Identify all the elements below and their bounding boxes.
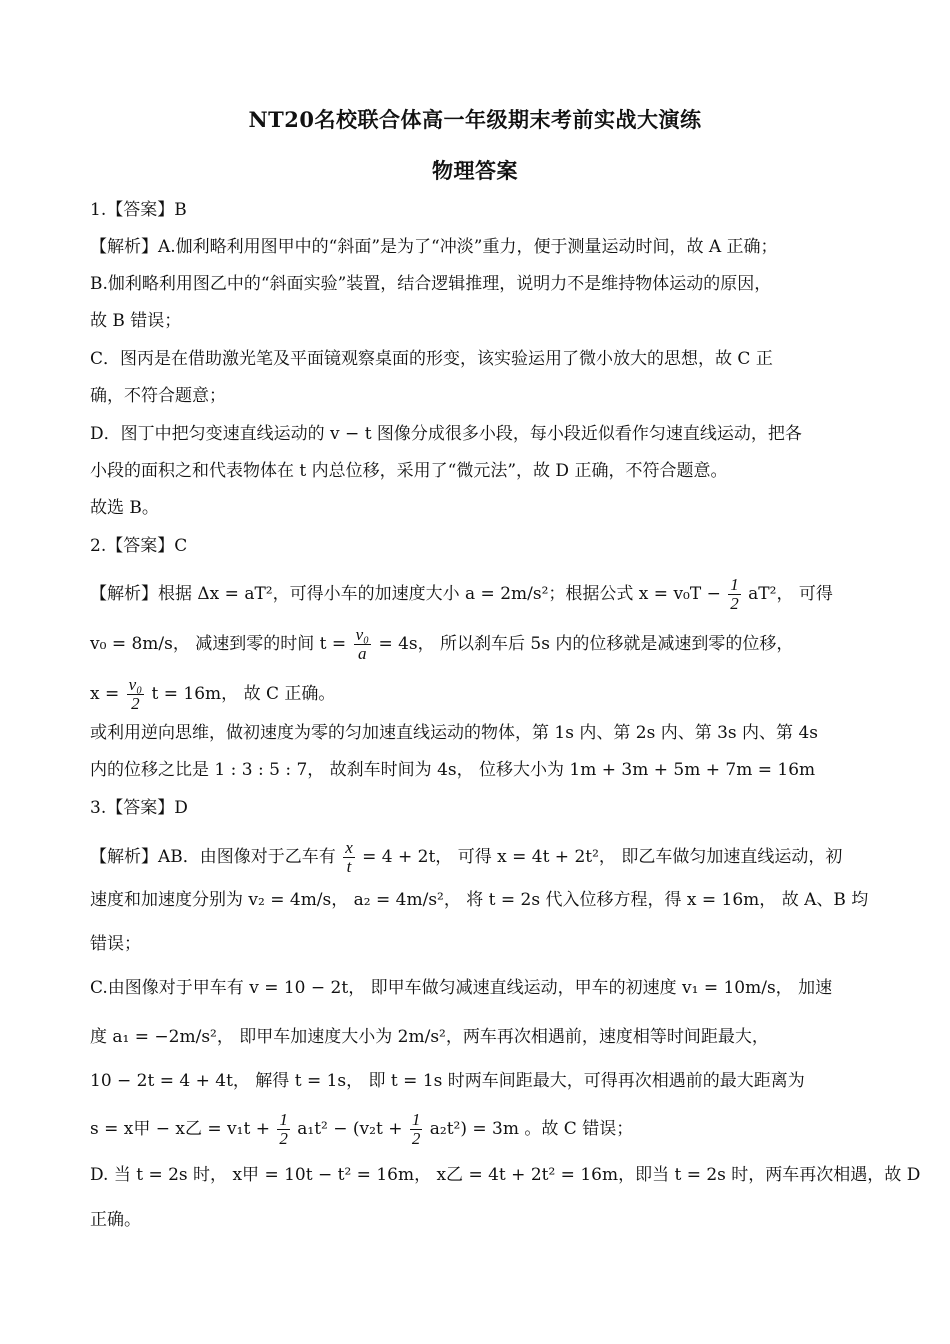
q3-explanation-line: 度 a₁ = −2m/s²， 即甲车加速度大小为 2m/s²，两车再次相遇前，速度相等时间距最大， [90, 1027, 769, 1047]
fraction-half [410, 1111, 423, 1148]
q1-explanation-line: 小段的面积之和代表物体在 t 内总位移，采用了“微元法”，故 D 正确，不符合题意。 [90, 461, 728, 481]
q2-explanation-line [90, 626, 860, 663]
q2-text-segment: 【解析】根据 Δx = aT²，可得小车的加速度大小 a = 2m/s²；根据公式 x = v₀T − [90, 584, 721, 604]
page-title: NT20名校联合体高一年级期末考前实战大演练 [248, 107, 702, 132]
q3-explanation-line [90, 839, 860, 876]
fraction-denominator: 2 [279, 1129, 288, 1148]
q1-explanation-line: D．图丁中把匀变速直线运动的 v − t 图像分成很多小段，每小段近似看作匀速直线运动，把各 [90, 424, 802, 444]
q3-conclusion: 正确。 [90, 1210, 141, 1230]
fraction-numerator: x [345, 838, 353, 857]
q2-text-segment: aT²， 可得 [748, 584, 833, 604]
q1-conclusion: 故选 B。 [90, 498, 159, 518]
q3-explanation-line: C.由图像对于甲车有 v = 10 − 2t， 即甲车做匀减速直线运动，甲车的初速度 v₁ = 10m/s， 加速 [90, 978, 833, 998]
fraction-denominator: 2 [730, 594, 739, 613]
q3-text-segment: s = x甲 − x乙 = v₁t + [90, 1119, 270, 1139]
q3-text-segment: a₂t²) = 3m 。故 C 错误； [429, 1119, 634, 1139]
q1-explanation-line: C．图丙是在借助激光笔及平面镜观察桌面的形变，该实验运用了微小放大的思想，故 C 正 [90, 349, 773, 369]
q2-explanation-line [90, 676, 860, 713]
fraction-numerator: 1 [730, 575, 739, 594]
page-subtitle: 物理答案 [432, 158, 518, 183]
fraction-numerator: 1 [279, 1110, 288, 1129]
q2-text-segment: x = [90, 684, 120, 704]
q3-explanation-line: 错误； [90, 934, 141, 954]
fraction-x-over-t [343, 839, 355, 876]
fraction-v0-over-2 [127, 676, 144, 713]
fraction-numerator: 1 [411, 1110, 421, 1129]
q3-text-segment: a₁t² − (v₂t + [297, 1119, 403, 1139]
fraction-v0-over-a [354, 626, 371, 663]
fraction-numerator: v₀ [128, 675, 143, 694]
q3-explanation-line: 速度和加速度分别为 v₂ = 4m/s， a₂ = 4m/s²， 将 t = 2s 代入位移方程，得 x = 16m， 故 A、B 均 [90, 890, 869, 910]
q1-answer: 1.【答案】B [90, 200, 187, 220]
fraction-denominator: a [358, 644, 367, 663]
fraction-half [728, 576, 741, 613]
q3-explanation-line [90, 1111, 860, 1148]
q3-explanation-line: D. 当 t = 2s 时， x甲 = 10t − t² = 16m， x乙 = 4t + 2t² = 16m，即当 t = 2s 时，两车再次相遇，故 D [90, 1165, 921, 1185]
q2-answer: 2.【答案】C [90, 536, 188, 556]
q2-explanation-line [90, 576, 860, 613]
q3-explanation-line: 10 − 2t = 4 + 4t， 解得 t = 1s， 即 t = 1s 时两车间距最大，可得再次相遇前的最大距离为 [90, 1071, 805, 1091]
q1-explanation-line: 故 B 错误； [90, 311, 182, 331]
q2-explanation-line: 内的位移之比是 1 : 3 : 5 : 7， 故刹车时间为 4s， 位移大小为 1m + 3m + 5m + 7m = 16m [90, 760, 816, 780]
q2-text-segment: t = 16m， 故 C 正确。 [151, 684, 336, 704]
q3-text-segment: = 4 + 2t， 可得 x = 4t + 2t²， 即乙车做匀加速直线运动，初 [362, 847, 843, 867]
fraction-denominator: t [346, 857, 352, 876]
q3-answer: 3.【答案】D [90, 798, 188, 818]
q2-text-segment: v₀ = 8m/s， 减速到零的时间 t = [90, 634, 347, 654]
q3-text-segment: 【解析】AB．由图像对于乙车有 [90, 847, 336, 867]
q1-explanation-line: B.伽利略利用图乙中的“斜面实验”装置，结合逻辑推理，说明力不是维持物体运动的原因， [90, 274, 772, 294]
fraction-denominator: 2 [131, 694, 140, 713]
q1-explanation-line: 确，不符合题意； [90, 386, 226, 406]
fraction-denominator: 2 [411, 1129, 421, 1148]
fraction-half [277, 1111, 290, 1148]
fraction-numerator: v₀ [355, 625, 370, 644]
q2-text-segment: = 4s， 所以刹车后 5s 内的位移就是减速到零的位移， [378, 634, 794, 654]
q2-explanation-line: 或利用逆向思维，做初速度为零的匀加速直线运动的物体，第 1s 内、第 2s 内、第 3s 内、第 4s [90, 723, 818, 743]
q1-explanation-line: 【解析】A.伽利略利用图甲中的“斜面”是为了“冲淡”重力，便于测量运动时间，故 A 正确； [90, 237, 778, 257]
